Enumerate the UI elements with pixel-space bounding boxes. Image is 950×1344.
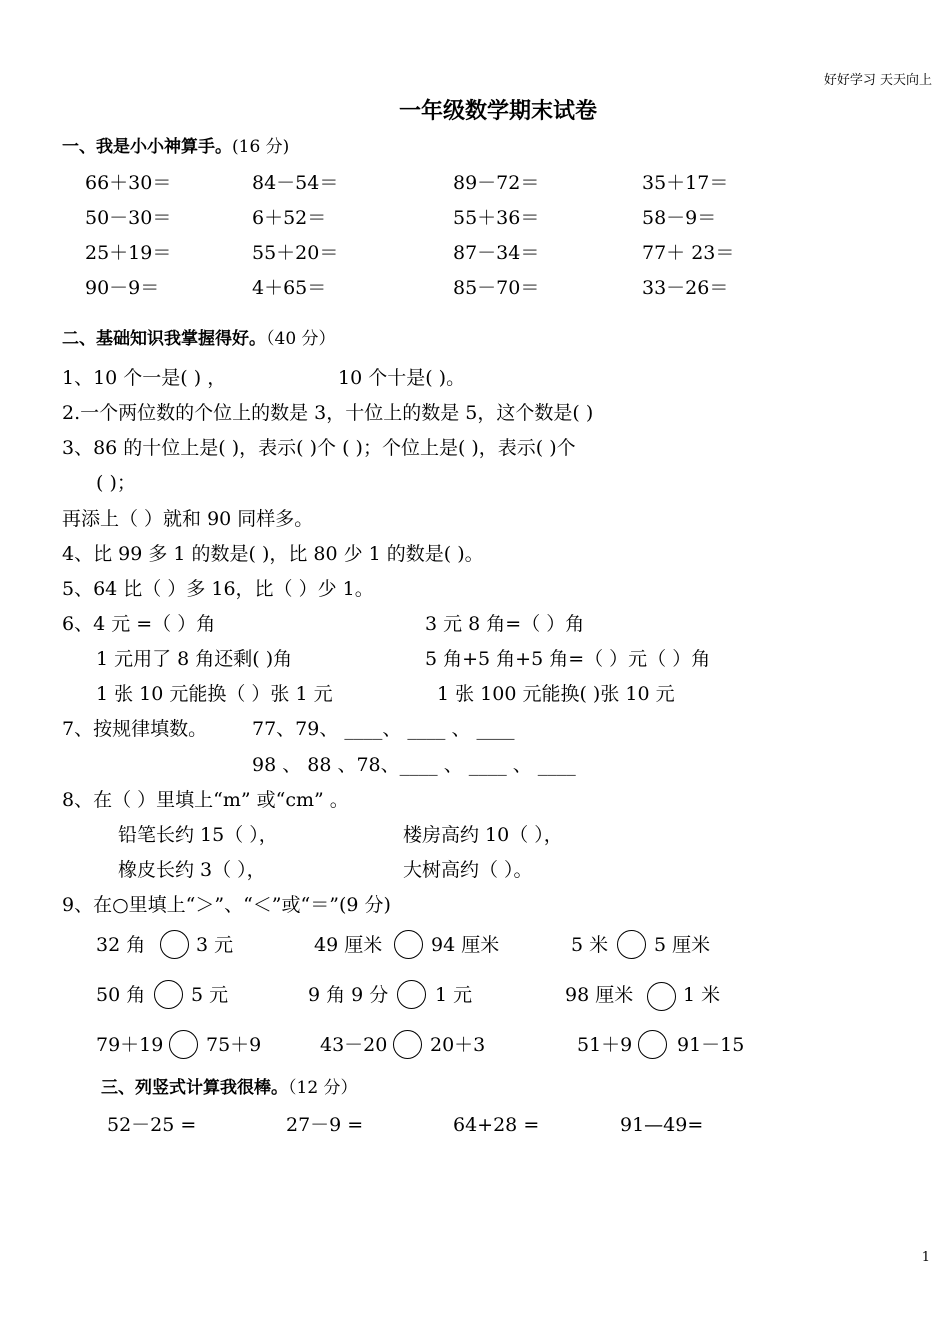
question-9: 9、在○里填上“＞”、“＜”或“＝”(9 分): [62, 894, 391, 916]
compare-circle[interactable]: [394, 930, 423, 959]
vertical-calc-item: 52－25 =: [107, 1114, 197, 1136]
compare-left: 79＋19: [96, 1034, 164, 1056]
calc-item: 35＋17＝: [642, 172, 729, 194]
calc-item: 33－26＝: [642, 277, 729, 299]
question-7-seq1: 77、79、 ____、 ____ 、 ____: [252, 718, 515, 740]
calc-item: 4＋65＝: [252, 277, 327, 299]
question-2: 2.一个两位数的个位上的数是 3，十位上的数是 5，这个数是( ): [62, 402, 594, 424]
page-title: 一年级数学期末试卷: [398, 99, 597, 124]
compare-left: 5 米: [571, 934, 609, 956]
compare-circle[interactable]: [154, 980, 183, 1009]
calc-item: 89－72＝: [453, 172, 540, 194]
calc-item: 84－54＝: [252, 172, 339, 194]
calc-item: 50－30＝: [85, 207, 172, 229]
compare-right: 94 厘米: [431, 934, 500, 956]
calc-item: 85－70＝: [453, 277, 540, 299]
question-3-extra: 再添上（ ）就和 90 同样多。: [62, 508, 314, 530]
compare-circle[interactable]: [647, 982, 676, 1011]
compare-right: 75＋9: [206, 1034, 262, 1056]
calc-item: 58－9＝: [642, 207, 717, 229]
section2-heading: 二、基础知识我掌握得好。（40 分）: [62, 329, 336, 349]
compare-right: 5 元: [191, 984, 229, 1006]
question-8d: 大树高约（ ）。: [403, 859, 533, 881]
vertical-calc-item: 91—49=: [620, 1114, 704, 1136]
section3-heading: 三、列竖式计算我很棒。（12 分）: [101, 1078, 358, 1098]
compare-circle[interactable]: [393, 1030, 422, 1059]
compare-left: 9 角 9 分: [308, 984, 389, 1006]
question-7-seq2: 98 、 88 、78、____ 、 ____ 、 ____: [252, 754, 576, 776]
compare-left: 98 厘米: [565, 984, 634, 1006]
compare-right: 1 米: [683, 984, 721, 1006]
vertical-calc-item: 64+28 =: [453, 1114, 540, 1136]
compare-right: 3 元: [196, 934, 234, 956]
question-6b: 3 元 8 角=（ ）角: [425, 613, 585, 635]
calc-item: 90－9＝: [85, 277, 160, 299]
compare-right: 20＋3: [430, 1034, 486, 1056]
question-6a: 6、4 元 =（ ）角: [62, 613, 216, 635]
calc-item: 66＋30＝: [85, 172, 172, 194]
question-8a: 铅笔长约 15（ ），: [118, 824, 278, 846]
compare-left: 50 角: [96, 984, 146, 1006]
calc-item: 87－34＝: [453, 242, 540, 264]
question-6c: 1 元用了 8 角还剩( )角: [96, 648, 293, 670]
vertical-calc-item: 27－9 =: [286, 1114, 364, 1136]
page-number: 1: [921, 1250, 930, 1265]
question-6f: 1 张 100 元能换( )张 10 元: [437, 683, 675, 705]
question-3-cont: ( )；: [96, 472, 136, 494]
calc-item: 25＋19＝: [85, 242, 172, 264]
calc-item: 77＋ 23＝: [642, 242, 735, 264]
calc-item: 55＋36＝: [453, 207, 540, 229]
compare-left: 43－20: [320, 1034, 388, 1056]
calc-item: 6＋52＝: [252, 207, 327, 229]
compare-right: 5 厘米: [654, 934, 711, 956]
question-8c: 橡皮长约 3（ ），: [118, 859, 266, 881]
question-1b: 10 个十是( )。: [338, 367, 466, 389]
question-8b: 楼房高约 10（ ），: [403, 824, 563, 846]
compare-circle[interactable]: [160, 930, 189, 959]
compare-right: 91－15: [677, 1034, 745, 1056]
compare-left: 51＋9: [577, 1034, 633, 1056]
question-6d: 5 角+5 角+5 角=（ ）元（ ）角: [425, 648, 711, 670]
header-motto: 好好学习 天天向上: [823, 73, 932, 88]
question-6e: 1 张 10 元能换（ ）张 1 元: [96, 683, 333, 705]
compare-right: 1 元: [435, 984, 473, 1006]
compare-left: 49 厘米: [314, 934, 383, 956]
question-4: 4、比 99 多 1 的数是( )，比 80 少 1 的数是( )。: [62, 543, 484, 565]
calc-item: 55＋20＝: [252, 242, 339, 264]
question-8: 8、在（ ）里填上“m” 或“cm” 。: [62, 789, 349, 811]
compare-circle[interactable]: [617, 930, 646, 959]
section1-heading: 一、我是小小神算手。(16 分): [62, 137, 290, 157]
compare-circle[interactable]: [397, 980, 426, 1009]
question-7: 7、按规律填数。: [62, 718, 208, 740]
compare-circle[interactable]: [638, 1030, 667, 1059]
question-1a: 1、10 个一是( ) ，: [62, 367, 227, 389]
compare-left: 32 角: [96, 934, 146, 956]
question-5: 5、64 比（ ）多 16，比（ ）少 1。: [62, 578, 374, 600]
compare-circle[interactable]: [169, 1030, 198, 1059]
question-3: 3、86 的十位上是( )，表示( )个 ( )；个位上是( )，表示( )个: [62, 437, 576, 459]
